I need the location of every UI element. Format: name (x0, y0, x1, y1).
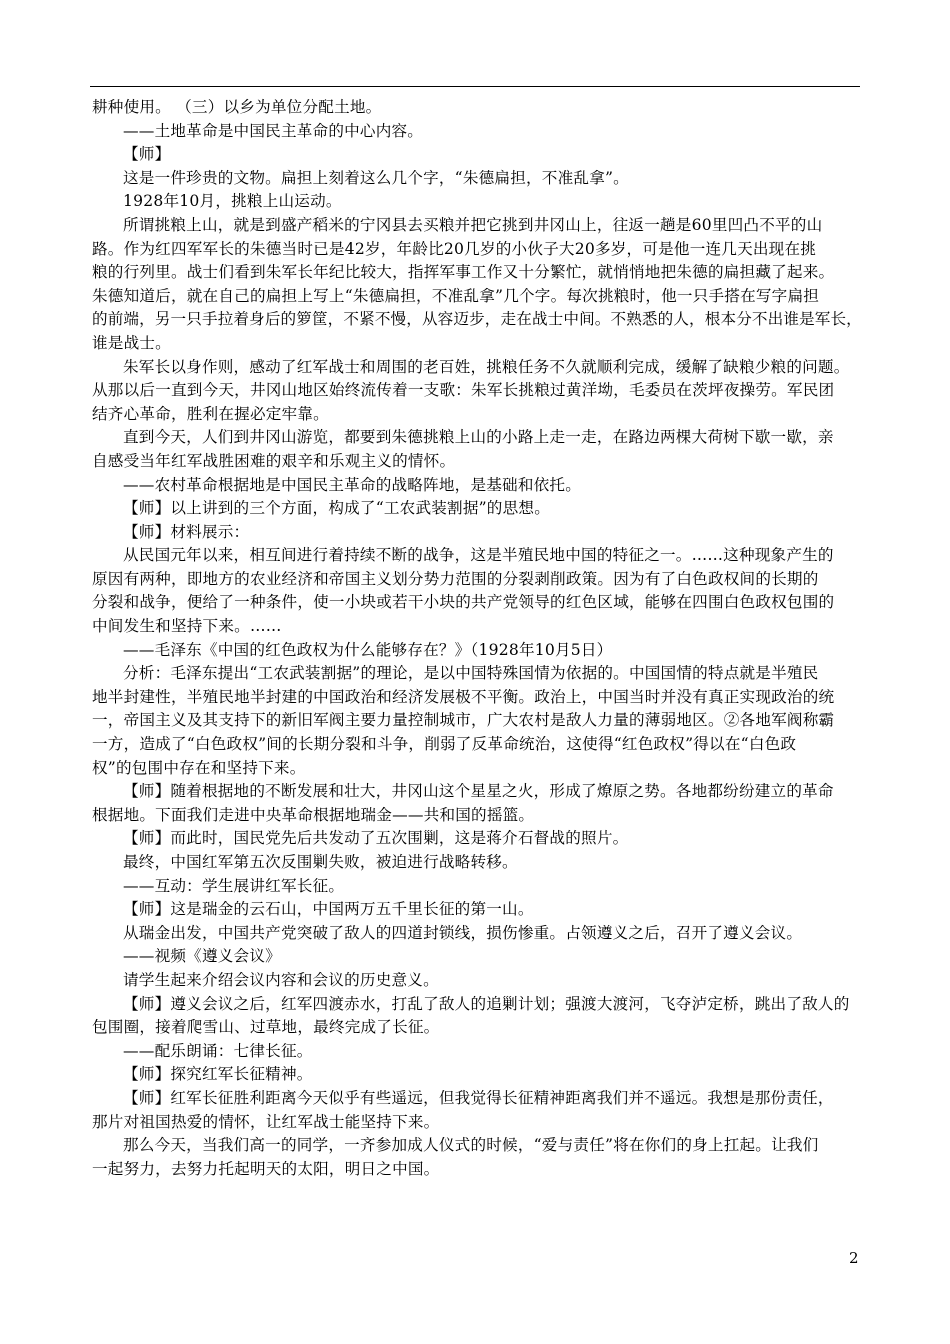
text-line: 朱军长以身作则，感动了红军战士和周围的老百姓，挑粮任务不久就顺利完成，缓解了缺粮少粮的问题。 (123, 357, 850, 376)
text-line: 所谓挑粮上山，就是到盛产稻米的宁冈县去买粮并把它挑到井冈山上，往返一趟是60里凹凸不平的山 (123, 215, 823, 234)
text-line: 请学生起来介绍会议内容和会议的历史意义。 (123, 970, 439, 989)
text-line: 自感受当年红军战胜困难的艰辛和乐观主义的情怀。 (92, 451, 456, 470)
text-line: 从瑞金出发，中国共产党突破了敌人的四道封锁线，损伤惨重。占领遵义之后，召开了遵义会议。 (123, 923, 803, 942)
text-line: 【师】遵义会议之后，红军四渡赤水，打乱了敌人的追剿计划；强渡大渡河，飞夺泸定桥，跳出了敌人的 (123, 994, 850, 1013)
text-line: 从民国元年以来，相互间进行着持续不断的战争，这是半殖民地中国的特征之一。……这种现象产生的 (123, 546, 834, 565)
text-line: 地半封建性，半殖民地半封建的中国政治和经济发展极不平衡。政治上，中国当时并没有真正实现政治的统 (92, 687, 835, 706)
text-line: 【师】 (123, 145, 171, 164)
text-line: 一起努力，去努力托起明天的太阳，明日之中国。 (92, 1159, 440, 1178)
text-line: 一，帝国主义及其支持下的新旧军阀主要力量控制城市，广大农村是敌人力量的薄弱地区。②各地军阀称霸 (92, 711, 835, 730)
header-rule (90, 86, 860, 87)
text-line: 原因有两种，即地方的农业经济和帝国主义划分势力范围的分裂剥削政策。因为有了白色政权间的长期的 (92, 569, 819, 588)
text-line: 包围圈，接着爬雪山、过草地，最终完成了长征。 (92, 1018, 440, 1037)
text-line: 中间发生和坚持下来。…… (92, 617, 282, 636)
text-line: 【师】而此时，国民党先后共发动了五次围剿，这是蒋介石督战的照片。 (123, 829, 629, 848)
text-line: 1928年10月，挑粮上山运动。 (123, 192, 342, 211)
text-line: 那么今天，当我们高一的同学，一齐参加成人仪式的时候，“爱与责任”将在你们的身上扛起。让我们 (123, 1136, 819, 1155)
text-line: ——毛泽东《中国的红色政权为什么能够存在？》（1928年10月5日） (123, 640, 613, 659)
text-line: 朱德知道后，就在自己的扁担上写上“朱德扁担，不准乱拿”几个字。每次挑粮时，他一只手搭在写字扁担 (92, 286, 820, 305)
text-line: ——互动：学生展讲红军长征。 (123, 876, 345, 895)
text-line: 结齐心革命，胜利在握必定牢靠。 (92, 404, 329, 423)
text-line: 权”的包围中存在和坚持下来。 (92, 758, 306, 777)
text-line: 那片对祖国热爱的情怀，让红军战士能坚持下来。 (92, 1112, 440, 1131)
document-body (92, 96, 862, 1181)
text-line: ——视频《遵义会议》 (123, 947, 281, 966)
text-line: 最终，中国红军第五次反围剿失败，被迫进行战略转移。 (123, 853, 518, 871)
text-line: 【师】探究红军长征精神。 (123, 1065, 313, 1084)
page-number: 2 (849, 1249, 859, 1267)
text-line: 【师】红军长征胜利距离今天似乎有些遥远，但我觉得长征精神距离我们并不遥远。我想是那份责任， (123, 1088, 834, 1107)
text-line: ——配乐朗诵：七律长征。 (123, 1041, 313, 1060)
text-line: 【师】这是瑞金的云石山，中国两万五千里长征的第一山。 (123, 900, 534, 919)
text-line: 分析：毛泽东提出“工农武装割据”的理论，是以中国特殊国情为依据的。中国国情的特点就是半殖民 (123, 664, 819, 683)
text-line: ——农村革命根据地是中国民主革命的战略阵地，是基础和依托。 (123, 475, 582, 494)
text-line: 【师】以上讲到的三个方面，构成了“工农武装割据”的思想。 (123, 499, 550, 518)
text-line: 一方，造成了“白色政权”间的长期分裂和斗争，削弱了反革命统治，这使得“红色政权”得以在“白色政 (92, 735, 797, 754)
text-line: 路。作为红四军军长的朱德当时已是42岁，年龄比20几岁的小伙子大20多岁，可是他一连几天出现在挑 (92, 239, 817, 258)
text-line: 【师】材料展示： (123, 522, 250, 541)
text-line: 根据地。下面我们走进中央革命根据地瑞金——共和国的摇篮。 (92, 805, 535, 824)
text-line: 直到今天，人们到井冈山游览，都要到朱德挑粮上山的小路上走一走，在路边两棵大荷树下歇一歇，亲 (123, 428, 834, 447)
text-line: 的前端，另一只手拉着身后的箩筐，不紧不慢，从容迈步，走在战士中间。不熟悉的人，根本分不出谁是军长， (92, 310, 862, 329)
text-line: ——土地革命是中国民主革命的中心内容。 (123, 121, 424, 140)
text-line: 耕种使用。 （三）以乡为单位分配土地。 (92, 98, 382, 116)
text-line: 分裂和战争，便给了一种条件，使一小块或若干小块的共产党领导的红色区域，能够在四围白色政权包围的 (92, 593, 835, 612)
text-line: 谁是战士。 (92, 333, 171, 352)
text-line: 从那以后一直到今天，井冈山地区始终流传着一支歌：朱军长挑粮过黄洋坳，毛委员在茨坪夜操劳。军民团 (92, 381, 835, 400)
text-line: 【师】随着根据地的不断发展和壮大，井冈山这个星星之火，形成了燎原之势。各地都纷纷建立的革命 (123, 782, 834, 801)
text-line: 粮的行列里。战士们看到朱军长年纪比较大，指挥军事工作又十分繁忙，就悄悄地把朱德的扁担藏了起来。 (92, 263, 835, 282)
text-line: 这是一件珍贵的文物。扁担上刻着这么几个字，“朱德扁担，不准乱拿”。 (123, 168, 629, 187)
